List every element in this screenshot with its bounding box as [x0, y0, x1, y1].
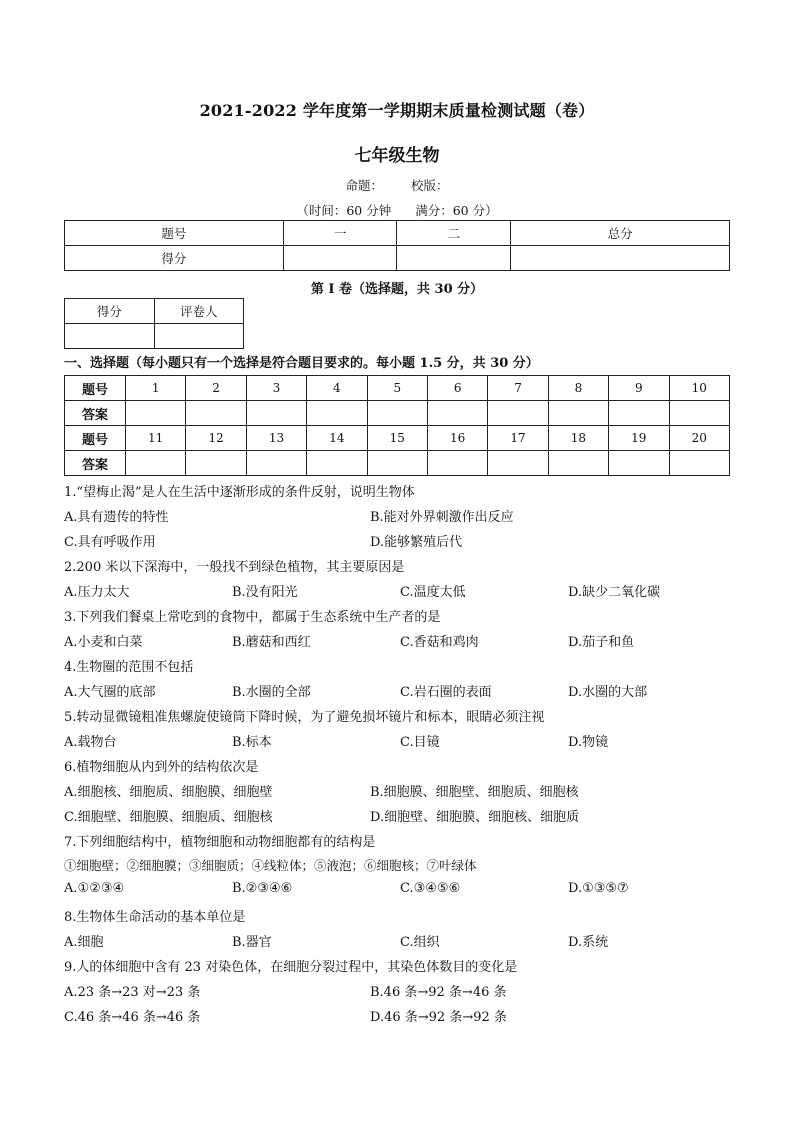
section-heading: 一、选择题（每小题只有一个选择是符合题目要求的。每小题 1.5 分，共 30 分）: [64, 356, 539, 371]
answer-option[interactable]: A.细胞核、细胞质、细胞膜、细胞壁: [64, 785, 273, 800]
time-label: （时间：60 分钟: [296, 203, 392, 218]
answer-option[interactable]: B.水圈的全部: [232, 685, 311, 700]
question-number-cell: 20: [669, 426, 729, 451]
answer-option[interactable]: D.物镜: [568, 735, 609, 750]
question-number-cell: 15: [367, 426, 427, 451]
answer-option[interactable]: B.标本: [232, 735, 272, 750]
question-number-cell: 8: [548, 376, 608, 401]
question-number-cell: 9: [609, 376, 669, 401]
question-number-cell: 1: [126, 376, 186, 401]
answer-option[interactable]: D.缺少二氧化碳: [568, 585, 661, 600]
answer-blank-cell[interactable]: [669, 401, 729, 426]
answer-row-label: 答案: [65, 451, 126, 476]
question-number-cell: 17: [488, 426, 548, 451]
answer-option[interactable]: C.细胞壁、细胞膜、细胞质、细胞核: [64, 810, 273, 825]
score-table: [64, 220, 730, 271]
answer-option[interactable]: B.②③④⑥: [232, 881, 293, 896]
question-number-cell: 18: [548, 426, 608, 451]
answer-option[interactable]: A.23 条→23 对→23 条: [64, 985, 201, 1000]
question-stem: 5.转动显微镜粗准焦螺旋使镜筒下降时候，为了避免损坏镜片和标本，眼睛必须注视: [64, 710, 545, 725]
answer-blank-cell[interactable]: [126, 401, 186, 426]
answer-option[interactable]: B.没有阳光: [232, 585, 298, 600]
answer-option[interactable]: B.器官: [232, 935, 272, 950]
answer-blank-cell[interactable]: [307, 451, 367, 476]
answer-number-label: 题号: [65, 426, 126, 451]
answer-option[interactable]: C.组织: [400, 935, 440, 950]
question-number-cell: 3: [246, 376, 306, 401]
question-stem: 4.生物圈的范围不包括: [64, 660, 194, 675]
score-header-cell: 题号: [65, 221, 284, 246]
grader-blank-cell[interactable]: [154, 324, 244, 349]
author-line: [0, 176, 794, 194]
question-number-cell: 4: [307, 376, 367, 401]
answer-blank-cell[interactable]: [427, 451, 487, 476]
time-info: [0, 201, 794, 219]
volume-title: 第 I 卷（选择题，共 30 分）: [310, 282, 484, 297]
answer-option[interactable]: C.46 条→46 条→46 条: [64, 1010, 201, 1025]
score-blank-cell[interactable]: [511, 246, 730, 271]
question-number-cell: 2: [186, 376, 246, 401]
question-stem: 6.植物细胞从内到外的结构依次是: [64, 760, 259, 775]
score-blank-cell[interactable]: [397, 246, 511, 271]
reviewer-label: 校版：: [410, 178, 449, 193]
answer-option[interactable]: A.压力太大: [64, 585, 130, 600]
answer-blank-cell[interactable]: [307, 401, 367, 426]
author-label: 命题：: [345, 178, 383, 193]
grader-score-label: 得分: [65, 299, 155, 324]
answer-option[interactable]: C.③④⑤⑥: [400, 881, 461, 896]
answer-option[interactable]: A.具有遗传的特性: [64, 510, 169, 525]
answer-blank-row: [65, 451, 730, 476]
question-number-cell: 10: [669, 376, 729, 401]
answer-row-label: 答案: [65, 401, 126, 426]
answer-blank-cell[interactable]: [246, 451, 306, 476]
answer-option[interactable]: A.大气圈的底部: [64, 685, 156, 700]
question-stem: 2.200 米以下深海中，一般找不到绿色植物，其主要原因是: [64, 560, 405, 575]
score-header-cell: 总分: [511, 221, 730, 246]
answer-table: [64, 375, 730, 476]
score-row-label: 得分: [65, 246, 284, 271]
answer-number-label: 题号: [65, 376, 126, 401]
grader-table: [64, 298, 244, 349]
question-number-cell: 19: [609, 426, 669, 451]
grader-header-row: [65, 299, 244, 324]
answer-option[interactable]: D.①③⑤⑦: [568, 881, 629, 896]
question-stem: 9.人的体细胞中含有 23 对染色体，在细胞分裂过程中，其染色体数目的变化是: [64, 960, 518, 975]
answer-option[interactable]: A.①②③④: [64, 881, 125, 896]
answer-blank-cell[interactable]: [609, 451, 669, 476]
full-score-label: 满分：60 分）: [415, 203, 498, 218]
exam-subtitle: 七年级生物: [354, 146, 440, 166]
answer-blank-row: [65, 401, 730, 426]
question-stem: 8.生物体生命活动的基本单位是: [64, 910, 246, 925]
question-number-cell: 14: [307, 426, 367, 451]
answer-blank-cell[interactable]: [367, 401, 427, 426]
answer-option[interactable]: D.水圈的大部: [568, 685, 648, 700]
answer-blank-cell[interactable]: [669, 451, 729, 476]
answer-blank-cell[interactable]: [548, 451, 608, 476]
answer-option[interactable]: C.香菇和鸡肉: [400, 635, 479, 650]
question-note: ①细胞壁；②细胞膜；③细胞质；④线粒体；⑤液泡；⑥细胞核；⑦叶绿体: [64, 858, 477, 873]
question-number-cell: 12: [186, 426, 246, 451]
score-header-cell: 二: [397, 221, 511, 246]
grader-name-label: 评卷人: [154, 299, 244, 324]
exam-title: 2021-2022 学年度第一学期期末质量检测试题（卷）: [199, 101, 595, 120]
answer-option[interactable]: A.载物台: [64, 735, 117, 750]
grader-blank-row: [65, 324, 244, 349]
answer-blank-cell[interactable]: [548, 401, 608, 426]
question-number-cell: 7: [488, 376, 548, 401]
answer-option[interactable]: D.46 条→92 条→92 条: [370, 1010, 507, 1025]
question-number-cell: 16: [427, 426, 487, 451]
answer-option[interactable]: A.细胞: [64, 935, 104, 950]
answer-option[interactable]: C.目镜: [400, 735, 440, 750]
score-header-cell: 一: [283, 221, 397, 246]
answer-blank-cell[interactable]: [427, 401, 487, 426]
answer-option[interactable]: B.46 条→92 条→46 条: [370, 985, 507, 1000]
question-stem: 3.下列我们餐桌上常吃到的食物中，都属于生态系统中生产者的是: [64, 610, 441, 625]
answer-blank-cell[interactable]: [246, 401, 306, 426]
answer-blank-cell[interactable]: [126, 451, 186, 476]
answer-option[interactable]: B.能对外界刺激作出反应: [370, 510, 514, 525]
answer-number-row: [65, 376, 730, 401]
question-number-cell: 13: [246, 426, 306, 451]
answer-blank-cell[interactable]: [186, 401, 246, 426]
answer-blank-cell[interactable]: [609, 401, 669, 426]
answer-option[interactable]: C.岩石圈的表面: [400, 685, 492, 700]
question-stem: 7.下列细胞结构中，植物细胞和动物细胞都有的结构是: [64, 835, 376, 850]
score-table-header-row: [65, 221, 730, 246]
question-number-cell: 11: [126, 426, 186, 451]
answer-blank-cell[interactable]: [488, 401, 548, 426]
score-table-row: [65, 246, 730, 271]
question-stem: 1.“望梅止渴”是人在生活中逐渐形成的条件反射，说明生物体: [64, 485, 415, 500]
question-number-cell: 6: [427, 376, 487, 401]
answer-option[interactable]: B.蘑菇和西红: [232, 635, 311, 650]
answer-option[interactable]: D.系统: [568, 935, 609, 950]
answer-blank-cell[interactable]: [488, 451, 548, 476]
answer-number-row: [65, 426, 730, 451]
answer-blank-cell[interactable]: [367, 451, 427, 476]
answer-option[interactable]: A.小麦和白菜: [64, 635, 143, 650]
answer-option[interactable]: C.温度太低: [400, 585, 466, 600]
answer-blank-cell[interactable]: [186, 451, 246, 476]
answer-option[interactable]: D.茄子和鱼: [568, 635, 635, 650]
answer-option[interactable]: D.细胞壁、细胞膜、细胞核、细胞质: [370, 810, 580, 825]
question-number-cell: 5: [367, 376, 427, 401]
answer-option[interactable]: B.细胞膜、细胞壁、细胞质、细胞核: [370, 785, 579, 800]
answer-option[interactable]: D.能够繁殖后代: [370, 535, 463, 550]
score-blank-cell[interactable]: [283, 246, 397, 271]
grader-blank-cell[interactable]: [65, 324, 155, 349]
answer-option[interactable]: C.具有呼吸作用: [64, 535, 156, 550]
